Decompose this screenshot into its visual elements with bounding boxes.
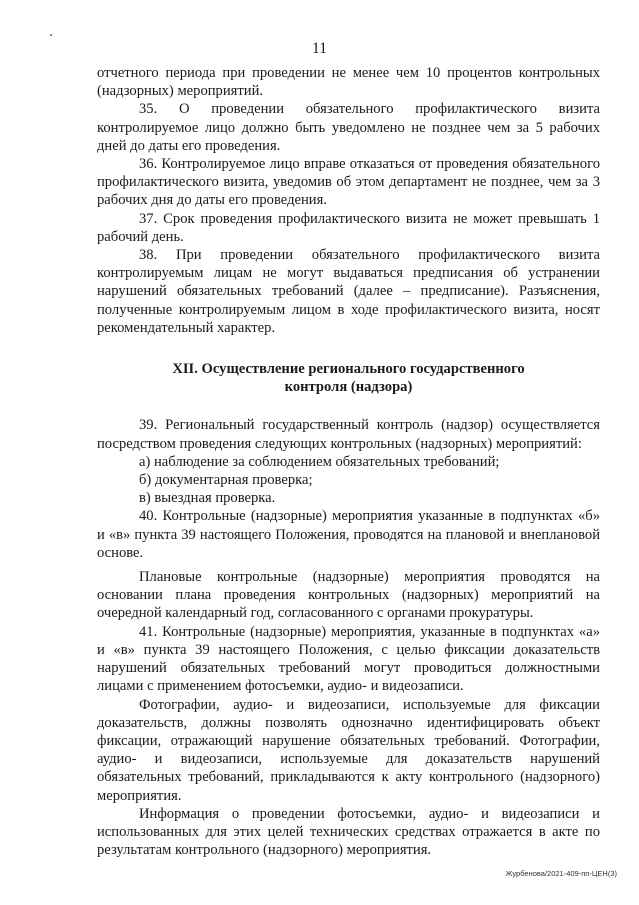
paragraph-35: 35. О проведении обязательного профилактического визита контролируемое лицо должно быть уведомлено не позднее чем за 5 рабочих дней до даты его проведения. [97,101,600,154]
paragraph-photo-evidence: Фотографии, аудио- и видеозаписи, используемые для фиксации доказательств, должны позволять однозначно идентифицировать объект фиксации, отражающий нарушение обязательных требований. Фотографии, аудио- и видеозаписи, используемые для доказательств нарушений обязательных требований, прикладываются к акту контрольного (надзорного) мероприятия. [97,696,600,804]
list-item-v: в) выездная проверка. [139,490,276,507]
list-item-b: б) документарная проверка; [139,472,313,489]
paragraph-38: 38. При проведении обязательного профилактического визита контролируемым лицам не могут выдаваться предписания об устранении нарушений обязательных требований (далее – предписание). Разъяснения, полученные контролируемым лицом в ходе профилактического визита, носят рекомендательный характер. [97,247,600,336]
paragraph-39: 39. Региональный государственный контроль (надзор) осуществляется посредством проведения следующих контрольных (надзорных) мероприятий: [97,417,600,452]
paragraph-41: 41. Контрольные (надзорные) мероприятия, указанные в подпунктах «а» и «в» пункта 39 настоящего Положения, с целью фиксации доказательств нарушений обязательных требований могут проводиться должностными лицами с применением фотосъемки, аудио- и видеозаписи. [97,623,600,695]
paragraph-recording-info: Информация о проведении фотосъемки, аудио- и видеозаписи и использованных для этих целей технических средствах отражается в акте по результатам контрольного (надзорного) мероприятия. [97,805,600,859]
paragraph-36: 36. Контролируемое лицо вправе отказаться от проведения обязательного профилактического визита, уведомив об этом департамент не позднее, чем за 3 рабочих дня до даты его проведения. [97,156,600,209]
paragraph-37: 37. Срок проведения профилактического визита не может превышать 1 рабочий день. [97,210,600,245]
section-heading-line-1: XII. Осуществление регионального государственного [172,361,525,378]
paragraph-40: 40. Контрольные (надзорные) мероприятия указанные в подпунктах «б» и «в» пункта 39 настоящего Положения, проводятся на плановой и внеплановой основе. [97,508,600,561]
page-number: 11 [312,40,327,57]
section-heading-line-2: контроля (надзора) [284,379,413,396]
paragraph-continuation: отчетного периода при проведении не менее чем 10 процентов контрольных (надзорных) мероприятий. [97,65,600,100]
document-footer-code: Журбенова/2021-409-пп-ЦЕН(3) [505,869,617,878]
scan-mark [50,34,52,36]
paragraph-planned-inspections: Плановые контрольные (надзорные) мероприятия проводятся на основании плана проведения контрольных (надзорных) мероприятий на очередной календарный год, согласованного с органами прокуратуры. [97,569,600,622]
list-item-a: а) наблюдение за соблюдением обязательных требований; [139,453,500,470]
section-heading [97,360,600,396]
document-body [97,64,600,859]
